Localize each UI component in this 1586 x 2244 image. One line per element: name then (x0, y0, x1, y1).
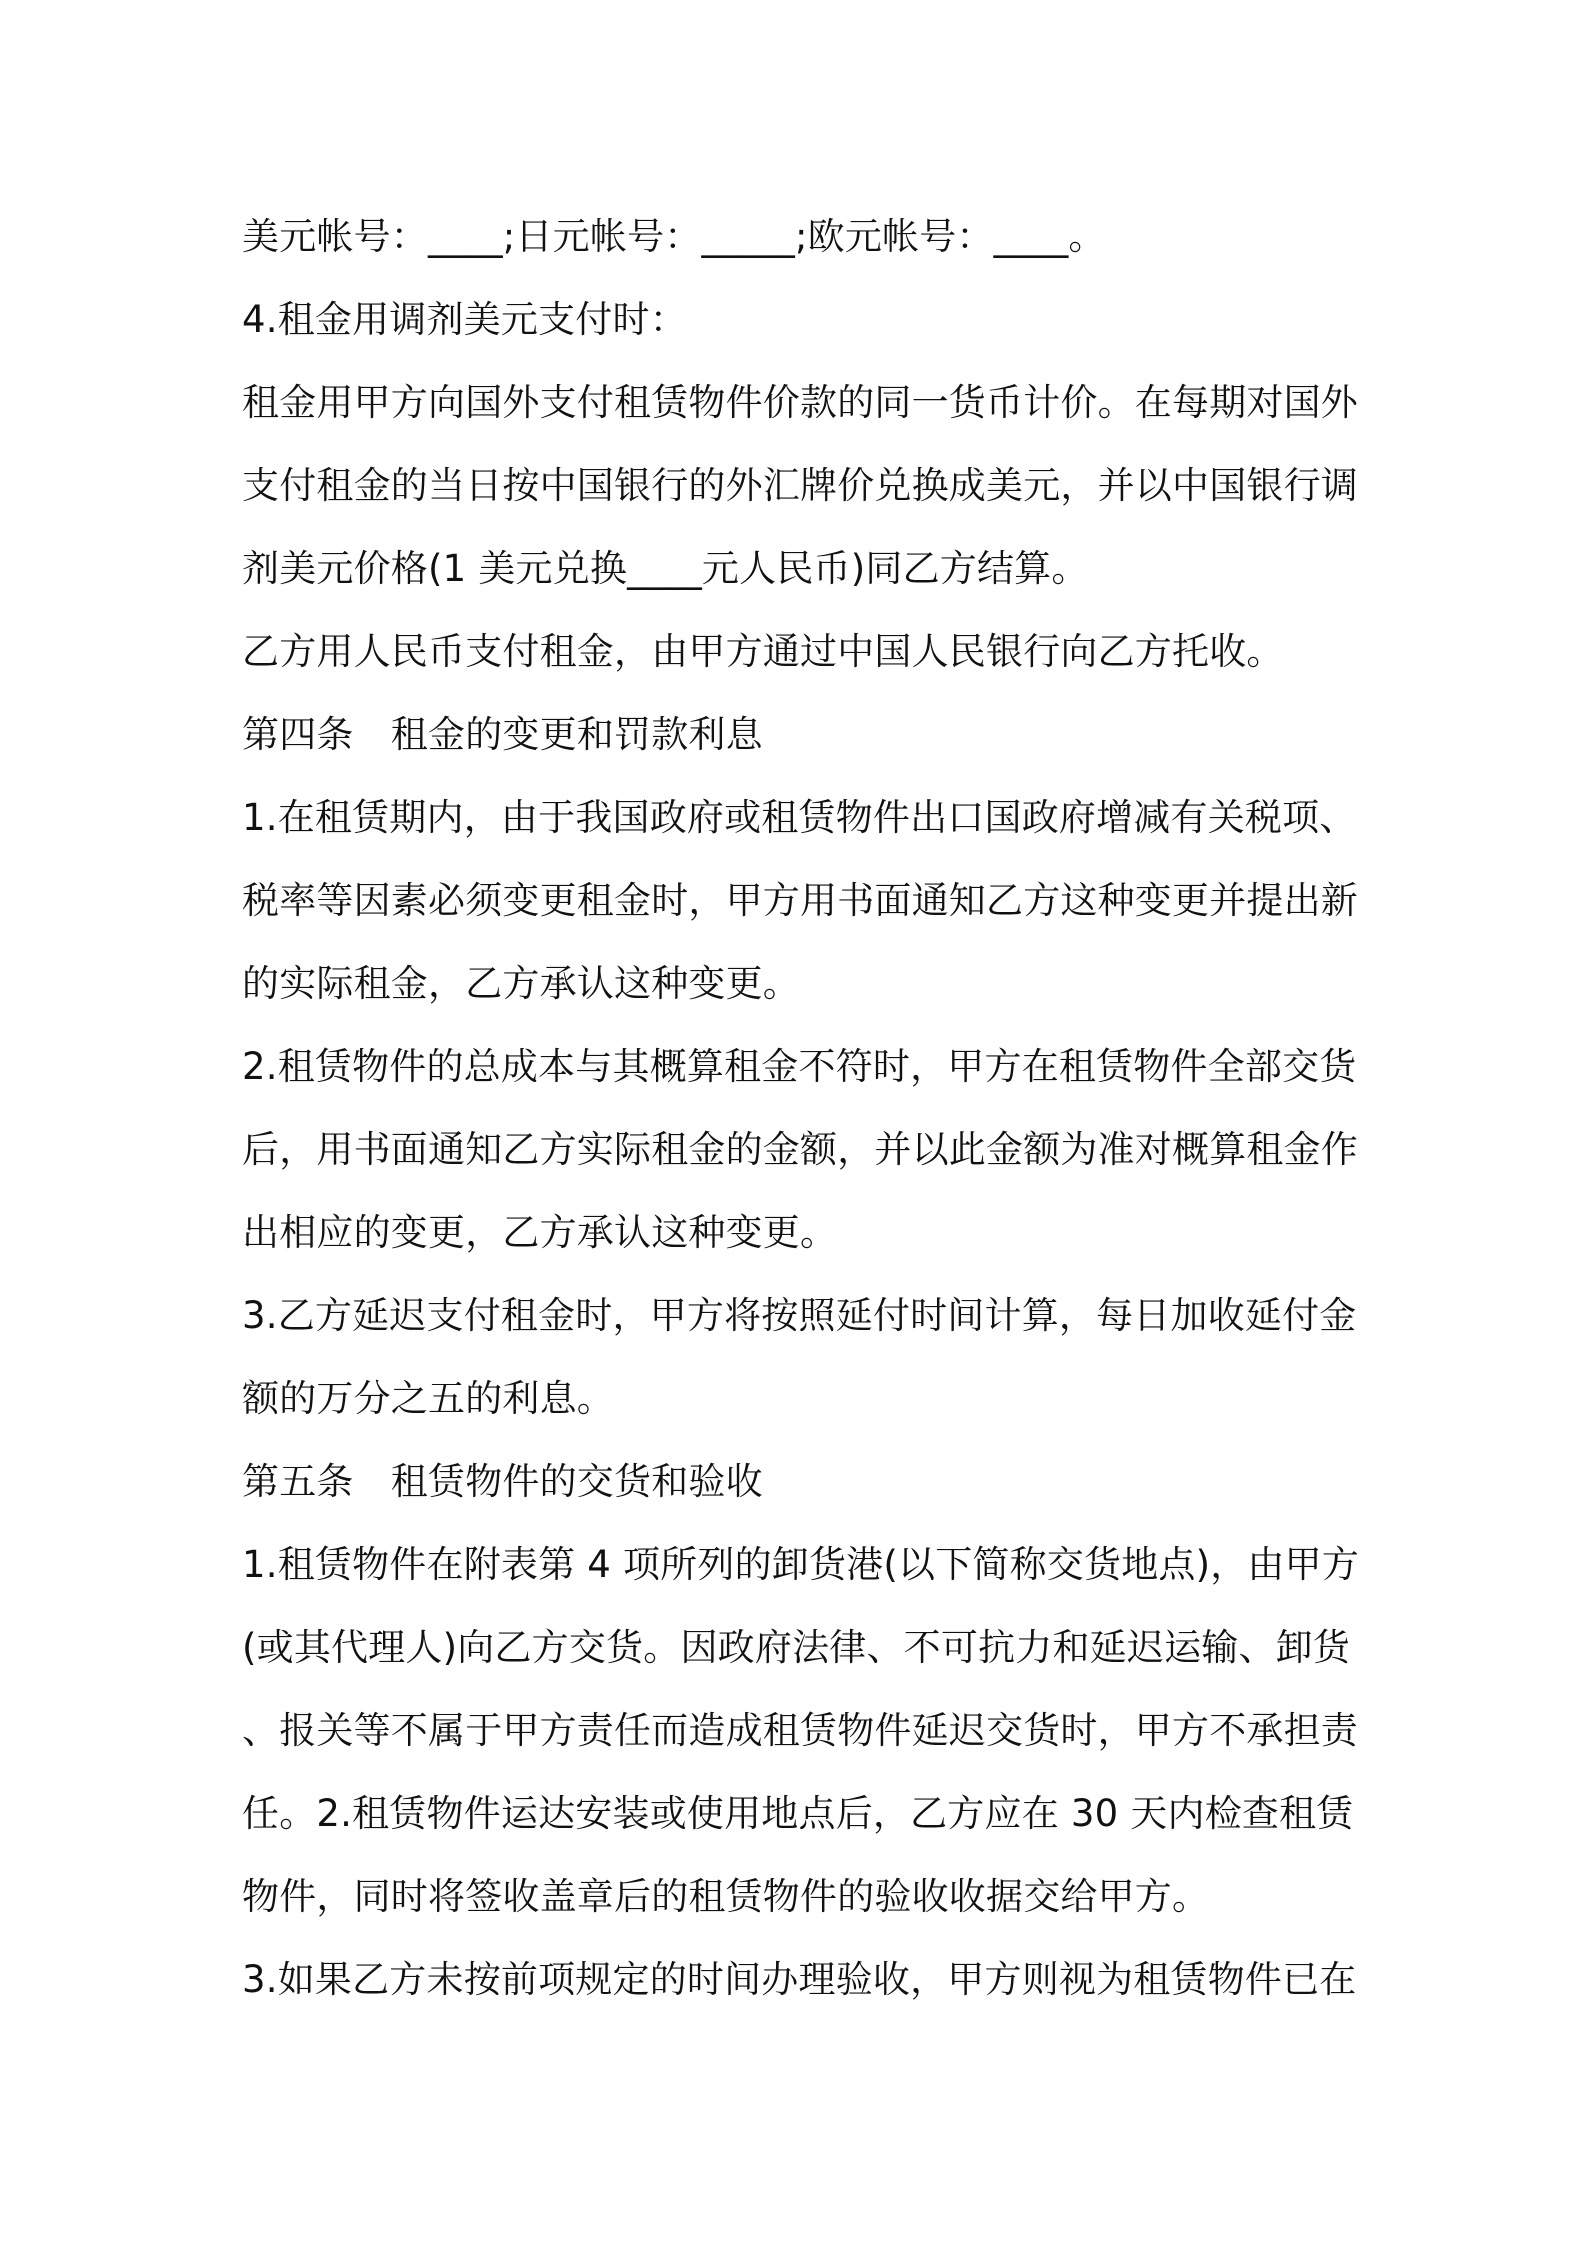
text-line: 、报关等不属于甲方责任而造成租赁物件延迟交货时，甲方不承担责 (242, 1709, 1358, 1752)
text-line: 乙方用人民币支付租金，由甲方通过中国人民银行向乙方托收。 (242, 630, 1284, 673)
text-line: 任。2.租赁物件运达安装或使用地点后，乙方应在 30 天内检查租赁 (242, 1792, 1354, 1835)
document-body (242, 195, 1362, 2021)
article-heading: 第四条 租金的变更和罚款利息 (242, 713, 763, 756)
text-line: 的实际租金，乙方承认这种变更。 (242, 962, 800, 1005)
text-line: 税率等因素必须变更租金时，甲方用书面通知乙方这种变更并提出新 (242, 879, 1358, 922)
text-line: 后，用书面通知乙方实际租金的金额，并以此金额为准对概算租金作 (242, 1128, 1358, 1171)
text-line: 3.如果乙方未按前项规定的时间办理验收，甲方则视为租赁物件已在 (242, 1958, 1357, 2001)
text-line: 4.租金用调剂美元支付时： (242, 298, 687, 341)
text-line: 物件，同时将签收盖章后的租赁物件的验收收据交给甲方。 (242, 1875, 1210, 1918)
text-line: 3.乙方延迟支付租金时，甲方将按照延付时间计算，每日加收延付金 (242, 1294, 1357, 1337)
text-line: 额的万分之五的利息。 (242, 1377, 614, 1420)
text-line: 2.租赁物件的总成本与其概算租金不符时，甲方在租赁物件全部交货 (242, 1045, 1357, 1088)
text-line: 美元帐号：____;日元帐号：_____;欧元帐号：____。 (242, 215, 1106, 258)
text-line: 剂美元价格(1 美元兑换____元人民币)同乙方结算。 (242, 547, 1089, 590)
text-line: (或其代理人)向乙方交货。因政府法律、不可抗力和延迟运输、卸货 (242, 1626, 1351, 1669)
text-line: 出相应的变更，乙方承认这种变更。 (242, 1211, 838, 1254)
text-line: 1.在租赁期内，由于我国政府或租赁物件出口国政府增减有关税项、 (242, 796, 1357, 839)
text-line: 租金用甲方向国外支付租赁物件价款的同一货币计价。在每期对国外 (242, 381, 1358, 424)
text-line: 1.租赁物件在附表第 4 项所列的卸货港(以下简称交货地点)，由甲方 (242, 1543, 1360, 1586)
text-line: 支付租金的当日按中国银行的外汇牌价兑换成美元，并以中国银行调 (242, 464, 1358, 507)
article-heading: 第五条 租赁物件的交货和验收 (242, 1460, 763, 1503)
